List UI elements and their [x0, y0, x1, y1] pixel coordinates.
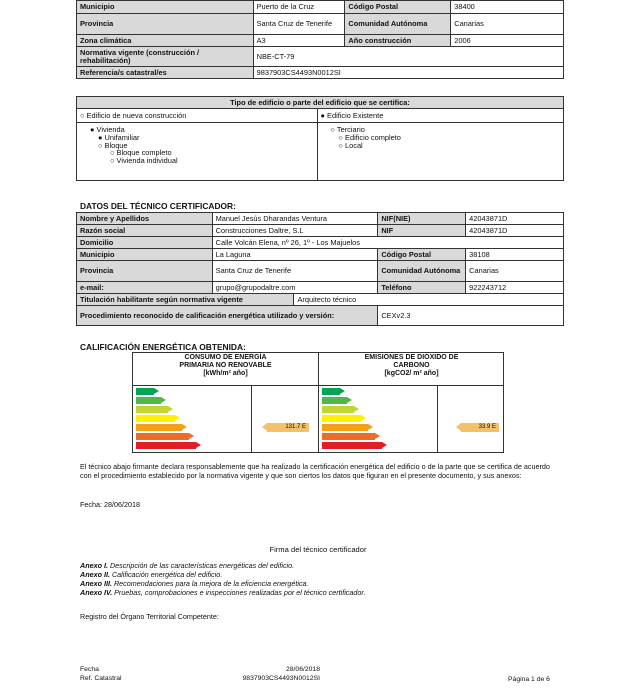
ref-value: 9837903CS4493N0012SI — [253, 67, 563, 79]
razon-label: Razón social — [77, 225, 213, 237]
emisiones-scale-bar — [322, 388, 340, 395]
razon-value: Construcciones Daltre, S.L — [212, 225, 378, 237]
consumo-scale-bar — [136, 406, 168, 413]
consumo-scale-bar — [136, 415, 175, 422]
footer-labels — [80, 666, 122, 684]
nifnie-label: NIF(NIE) — [378, 213, 466, 225]
provincia-label: Provincia — [77, 14, 254, 35]
titulacion-value: Arquitecto técnico — [294, 294, 564, 306]
procedimiento-label: Procedimiento reconocido de calificación energética utilizado y versión: — [77, 306, 378, 326]
tec-provincia-label: Provincia — [77, 261, 213, 282]
residential-options — [77, 123, 318, 181]
consumo-units: [kWh/m² año] — [203, 370, 248, 378]
email-label: e-mail: — [77, 282, 213, 294]
firma-caption: Firma del técnico certificador — [269, 545, 367, 554]
nombre-label: Nombre y Apellidos — [77, 213, 213, 225]
anio-label: Año construcción — [345, 35, 451, 47]
radio-bloque: ○ Bloque — [98, 140, 128, 150]
nif-label: NIF — [378, 225, 466, 237]
consumo-scale-bar — [136, 442, 196, 449]
anexo-item — [80, 588, 560, 597]
building-type-table — [76, 96, 564, 181]
ref-label: Referencia/s catastral/es — [77, 67, 254, 79]
cp-label: Código Postal — [345, 1, 451, 14]
nif-value: 42043871D — [466, 225, 564, 237]
normativa-value: NBE-CT-79 — [253, 47, 563, 67]
anexo-text: Pruebas, comprobaciones e inspecciones realizadas por el técnico certificador. — [112, 588, 366, 597]
radio-nueva-construccion: ○ Edificio de nueva construcción — [77, 109, 318, 123]
anexo-item — [80, 570, 560, 579]
calificacion-section-title: CALIFICACIÓN ENERGÉTICA OBTENIDA: — [80, 342, 246, 352]
nombre-value: Manuel Jesús Dharandas Ventura — [212, 213, 378, 225]
anexo-item — [80, 561, 560, 570]
rating-panel — [132, 352, 504, 453]
emisiones-scale-bar — [322, 424, 368, 431]
footer-fecha-label: Fecha — [80, 666, 99, 673]
ccaa-value: Canarias — [451, 14, 564, 35]
cp-value: 38400 — [451, 1, 564, 14]
emisiones-units: [kgCO2/ m² año] — [384, 370, 439, 378]
nifnie-value: 42043871D — [466, 213, 564, 225]
zona-label: Zona climática — [77, 35, 254, 47]
radio-edificio-completo: ○ Edificio completo — [338, 132, 401, 142]
anexo-num: Anexo IV. — [80, 588, 113, 597]
email-value: grupo@grupodaltre.com — [212, 282, 378, 294]
anexo-item — [80, 579, 560, 588]
municipio-label: Municipio — [77, 1, 254, 14]
emisiones-title-1: EMISIONES DE DIÓXIDO DE — [364, 354, 459, 361]
consumo-scale-bar — [136, 433, 189, 440]
tec-ccaa-value: Canarias — [466, 261, 564, 282]
anexo-num: Anexo III. — [80, 579, 112, 588]
domicilio-label: Domicilio — [77, 237, 213, 249]
municipio-value: Puerto de la Cruz — [253, 1, 345, 14]
building-type-title: Tipo de edificio o parte del edificio que se certifica: — [77, 97, 564, 109]
domicilio-value: Calle Volcán Elena, nº 26, 1º - Los Majuelos — [212, 237, 563, 249]
titulacion-label: Titulación habilitante según normativa vigente — [77, 294, 294, 306]
telefono-value: 922243712 — [466, 282, 564, 294]
emisiones-header — [319, 353, 504, 385]
footer-fecha: 28/06/2018 — [285, 666, 320, 673]
fecha-line: Fecha: 28/06/2018 — [80, 500, 140, 509]
consumo-scale-bar — [136, 424, 182, 431]
emisiones-title-2: CARBONO — [393, 362, 430, 370]
anexo-text: Descripción de las características energéticas del edificio. — [107, 561, 295, 570]
radio-edificio-existente: ● Edificio Existente — [317, 109, 563, 123]
consumo-scale-bar — [136, 397, 161, 404]
normativa-label: Normativa vigente (construcción / rehabilitación) — [77, 47, 254, 67]
registro-text: Registro del Órgano Territorial Competente: — [80, 612, 219, 621]
radio-local: ○ Local — [338, 140, 363, 150]
emisiones-scale-bar — [322, 442, 382, 449]
tec-cp-label: Código Postal — [378, 249, 466, 261]
radio-terciario: ○ Terciario — [330, 125, 365, 134]
consumo-header — [133, 353, 318, 385]
radio-vivienda: ● Vivienda — [90, 125, 125, 134]
footer-ref: 9837903CS4493N0012SI — [242, 674, 320, 682]
consumo-title-1: CONSUMO DE ENERGÍA — [184, 354, 267, 361]
footer-values — [200, 666, 320, 684]
tec-ccaa-label: Comunidad Autónoma — [378, 261, 466, 282]
anexo-text: Recomendaciones para la mejora de la eficiencia energética. — [111, 579, 309, 588]
consumo-panel — [133, 353, 319, 452]
radio-bloque-completo: ○ Bloque completo — [110, 148, 172, 158]
emisiones-scale-bar — [322, 433, 375, 440]
emisiones-scale-bar — [322, 397, 347, 404]
ccaa-label: Comunidad Autónoma — [345, 14, 451, 35]
consumo-scale-bar — [136, 388, 154, 395]
emisiones-indicator: 33.9 E — [461, 423, 499, 432]
procedimiento-value: CEXv2.3 — [378, 306, 564, 326]
consumo-indicator: 131.7 E — [267, 423, 309, 432]
anio-value: 2006 — [451, 35, 564, 47]
telefono-label: Teléfono — [378, 282, 466, 294]
tecnico-section-title: DATOS DEL TÉCNICO CERTIFICADOR: — [80, 201, 236, 211]
emisiones-indicator-area — [439, 388, 503, 452]
footer-ref-label: Ref. Catastral — [80, 674, 122, 682]
emisiones-panel — [319, 353, 504, 452]
consumo-scale — [136, 388, 248, 452]
consumo-indicator-area — [253, 388, 317, 452]
building-data-table — [76, 0, 564, 79]
provincia-value: Santa Cruz de Tenerife — [253, 14, 345, 35]
tec-provincia-value: Santa Cruz de Tenerife — [212, 261, 378, 282]
tec-cp-value: 38108 — [466, 249, 564, 261]
emisiones-scale-bar — [322, 406, 354, 413]
emisiones-scale-bar — [322, 415, 361, 422]
anexo-text: Calificación energética del edificio. — [109, 570, 223, 579]
tecnico-table — [76, 212, 564, 326]
radio-unifamiliar: ● Unifamiliar — [98, 132, 140, 142]
consumo-title-2: PRIMARIA NO RENOVABLE — [179, 362, 272, 370]
radio-vivienda-individual: ○ Vivienda individual — [110, 156, 178, 166]
declaracion-text: El técnico abajo firmante declara responsablemente que ha realizado la certificación energética del edificio o de la parte que se certifica de acuerdo con el procedimiento establecido por la normativa vigente y que son ciertos los datos que figuran en el presente documento, y sus anexos: — [80, 462, 550, 480]
emisiones-scale — [322, 388, 434, 452]
anexos-list — [80, 561, 560, 597]
anexo-num: Anexo I. — [80, 561, 108, 570]
tec-municipio-label: Municipio — [77, 249, 213, 261]
anexo-num: Anexo II. — [80, 570, 110, 579]
tertiary-options — [317, 123, 563, 181]
tec-municipio-value: La Laguna — [212, 249, 378, 261]
page-number: Página 1 de 6 — [508, 676, 550, 683]
zona-value: A3 — [253, 35, 345, 47]
